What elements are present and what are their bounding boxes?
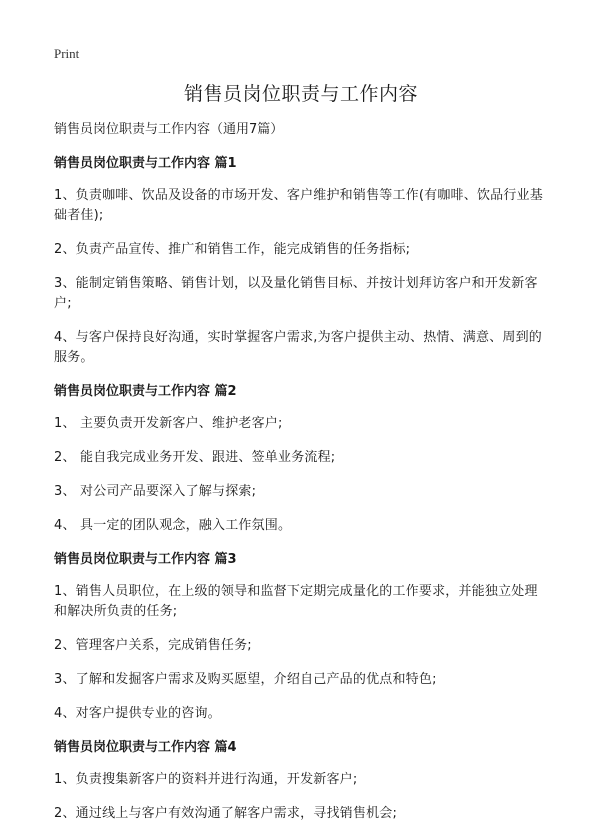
paragraph: 4、对客户提供专业的咨询。 xyxy=(54,706,221,721)
paragraph: 4、与客户保持良好沟通，实时掌握客户需求,为客户提供主动、热情、满意、周到的服务。 xyxy=(54,330,543,365)
document-intro: 销售员岗位职责与工作内容（通用7篇） xyxy=(54,122,284,137)
section-heading: 销售员岗位职责与工作内容 篇4 xyxy=(54,740,237,755)
paragraph: 1、 主要负责开发新客户、维护老客户; xyxy=(54,416,283,431)
paragraph: 4、 具一定的团队观念，融入工作氛围。 xyxy=(54,518,292,533)
paragraph: 2、管理客户关系，完成销售任务; xyxy=(54,638,252,653)
section-1 xyxy=(54,154,548,368)
section-heading: 销售员岗位职责与工作内容 篇3 xyxy=(54,552,237,567)
section-3 xyxy=(54,550,548,724)
paragraph: 1、销售人员职位，在上级的领导和监督下定期完成量化的工作要求，并能独立处理和解决所负责的任务; xyxy=(54,584,538,619)
print-link[interactable]: Print xyxy=(54,46,80,61)
paragraph: 3、能制定销售策略、销售计划，以及量化销售目标、并按计划拜访客户和开发新客户; xyxy=(54,276,538,311)
paragraph: 3、了解和发掘客户需求及购买愿望，介绍自己产品的优点和特色; xyxy=(54,672,437,687)
paragraph: 3、 对公司产品要深入了解与探索; xyxy=(54,484,257,499)
section-4 xyxy=(54,738,548,824)
paragraph: 1、负责咖啡、饮品及设备的市场开发、客户维护和销售等工作(有咖啡、饮品行业基础者佳); xyxy=(54,188,543,223)
paragraph: 2、通过线上与客户有效沟通了解客户需求，寻找销售机会; xyxy=(54,806,398,821)
section-heading: 销售员岗位职责与工作内容 篇2 xyxy=(54,384,237,399)
section-2 xyxy=(54,382,548,536)
section-heading: 销售员岗位职责与工作内容 篇1 xyxy=(54,156,237,171)
paragraph: 1、负责搜集新客户的资料并进行沟通，开发新客户; xyxy=(54,772,358,787)
paragraph: 2、负责产品宣传、推广和销售工作，能完成销售的任务指标; xyxy=(54,242,411,257)
paragraph: 2、 能自我完成业务开发、跟进、签单业务流程; xyxy=(54,450,336,465)
page-title: 销售员岗位职责与工作内容 xyxy=(183,83,418,105)
